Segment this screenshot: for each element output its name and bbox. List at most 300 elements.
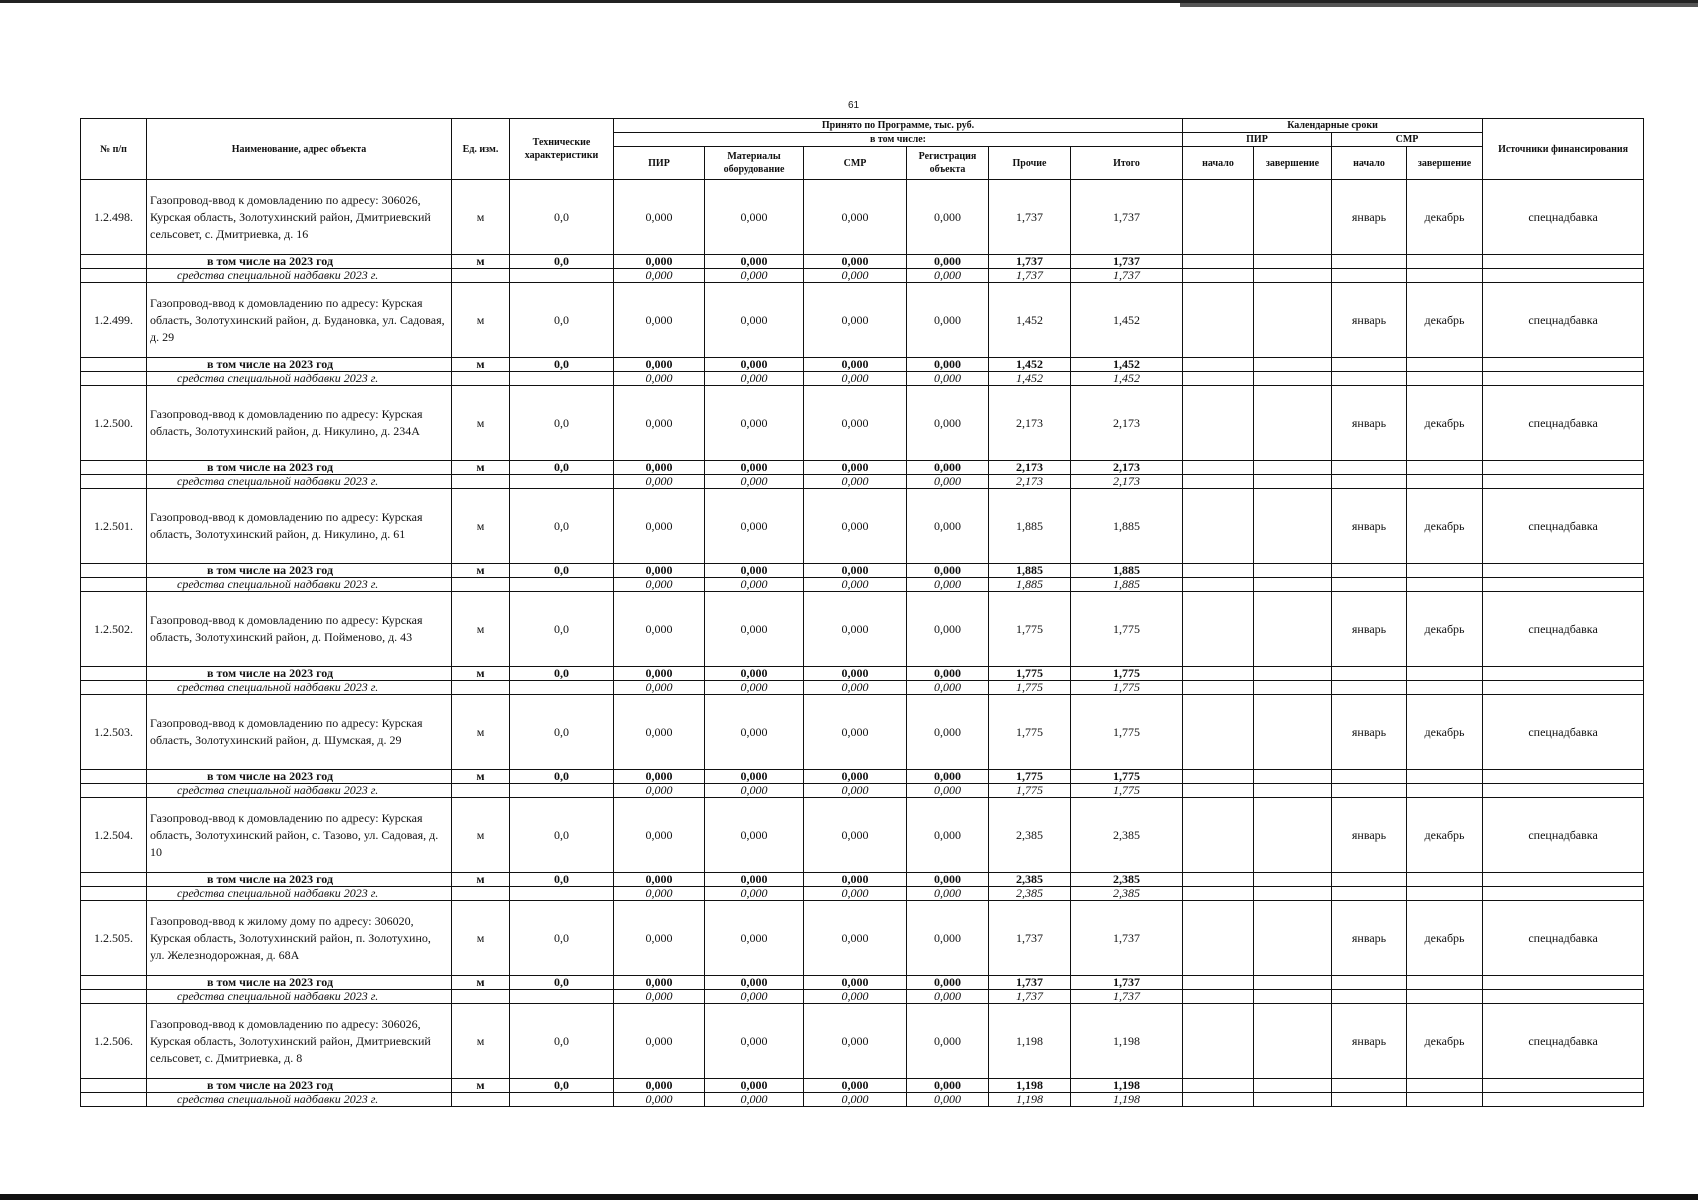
- row-smr-end: декабрь: [1407, 489, 1483, 564]
- funding-unit: [452, 372, 510, 386]
- funding-registration: 0,000: [907, 475, 989, 489]
- subtotal-pir: 0,000: [614, 461, 705, 475]
- funding-unit: [452, 681, 510, 695]
- subtotal-empty: [1254, 770, 1332, 784]
- subtotal-registration: 0,000: [907, 1079, 989, 1093]
- subtotal-tech: 0,0: [510, 770, 614, 784]
- subtotal-materials: 0,000: [705, 255, 804, 269]
- subtotal-total: 1,885: [1071, 564, 1183, 578]
- subtotal-label: в том числе на 2023 год: [147, 358, 452, 372]
- row-pir-end: [1254, 489, 1332, 564]
- row-smr-start: январь: [1332, 901, 1407, 976]
- subtotal-pir: 0,000: [614, 873, 705, 887]
- subtotal-smr: 0,000: [804, 976, 907, 990]
- funding-empty: [1254, 1093, 1332, 1107]
- subtotal-empty: [1254, 667, 1332, 681]
- row-other: 1,885: [989, 489, 1071, 564]
- subtotal-empty: [1183, 564, 1254, 578]
- row-smr-end: декабрь: [1407, 695, 1483, 770]
- row-smr-start: январь: [1332, 386, 1407, 461]
- funding-pir: 0,000: [614, 990, 705, 1004]
- funding-unit: [452, 887, 510, 901]
- subtotal-materials: 0,000: [705, 461, 804, 475]
- subtotal-empty: [1183, 667, 1254, 681]
- funding-label: средства специальной надбавки 2023 г.: [147, 269, 452, 283]
- row-pir-start: [1183, 798, 1254, 873]
- subtotal-label: в том числе на 2023 год: [147, 667, 452, 681]
- funding-num: [81, 372, 147, 386]
- row-unit: м: [452, 1004, 510, 1079]
- row-materials: 0,000: [705, 798, 804, 873]
- funding-materials: 0,000: [705, 887, 804, 901]
- subtotal-tech: 0,0: [510, 461, 614, 475]
- header-accepted: Принято по Программе, тыс. руб.: [614, 119, 1183, 133]
- row-num: 1.2.498.: [81, 180, 147, 255]
- table-header: [81, 119, 1644, 180]
- row-smr-start: январь: [1332, 592, 1407, 667]
- row-pir-end: [1254, 695, 1332, 770]
- row-registration: 0,000: [907, 798, 989, 873]
- funding-empty: [1483, 372, 1644, 386]
- funding-empty: [1483, 784, 1644, 798]
- row-tech: 0,0: [510, 180, 614, 255]
- subtotal-empty: [1183, 1079, 1254, 1093]
- row-name: Газопровод-ввод к домовладению по адресу: Курская область, Золотухинский район, с. Тазово, ул. Садовая, д. 10: [147, 798, 452, 873]
- funding-registration: 0,000: [907, 372, 989, 386]
- row-unit: м: [452, 901, 510, 976]
- header-tech: Технические характеристики: [510, 119, 614, 180]
- row-smr: 0,000: [804, 283, 907, 358]
- subtotal-smr: 0,000: [804, 770, 907, 784]
- row-tech: 0,0: [510, 798, 614, 873]
- subtotal-tech: 0,0: [510, 255, 614, 269]
- row-smr-end: декабрь: [1407, 901, 1483, 976]
- table-row: [81, 695, 1644, 770]
- funding-empty: [1183, 681, 1254, 695]
- table-row: [81, 592, 1644, 667]
- subtotal-empty: [1483, 770, 1644, 784]
- row-unit: м: [452, 592, 510, 667]
- funding-label: средства специальной надбавки 2023 г.: [147, 887, 452, 901]
- subtotal-tech: 0,0: [510, 667, 614, 681]
- funding-num: [81, 269, 147, 283]
- funding-empty: [1183, 1093, 1254, 1107]
- row-smr: 0,000: [804, 798, 907, 873]
- subtotal-label: в том числе на 2023 год: [147, 873, 452, 887]
- row-pir-start: [1183, 386, 1254, 461]
- funding-num: [81, 578, 147, 592]
- table-row-subtotal: [81, 358, 1644, 372]
- funding-empty: [1254, 681, 1332, 695]
- funding-pir: 0,000: [614, 372, 705, 386]
- row-pir: 0,000: [614, 1004, 705, 1079]
- funding-total: 1,198: [1071, 1093, 1183, 1107]
- funding-tech: [510, 578, 614, 592]
- subtotal-tech: 0,0: [510, 564, 614, 578]
- funding-empty: [1407, 372, 1483, 386]
- funding-total: 1,885: [1071, 578, 1183, 592]
- funding-num: [81, 784, 147, 798]
- subtotal-other: 2,385: [989, 873, 1071, 887]
- subtotal-empty: [1254, 976, 1332, 990]
- subtotal-tech: 0,0: [510, 873, 614, 887]
- row-tech: 0,0: [510, 592, 614, 667]
- scan-edge-top-right: [1180, 3, 1698, 7]
- funding-other: 1,775: [989, 784, 1071, 798]
- row-smr-start: январь: [1332, 489, 1407, 564]
- funding-empty: [1254, 990, 1332, 1004]
- header-other: Прочие: [989, 147, 1071, 180]
- funding-empty: [1483, 475, 1644, 489]
- row-registration: 0,000: [907, 592, 989, 667]
- subtotal-tech: 0,0: [510, 976, 614, 990]
- funding-label: средства специальной надбавки 2023 г.: [147, 1093, 452, 1107]
- funding-empty: [1407, 269, 1483, 283]
- row-other: 1,198: [989, 1004, 1071, 1079]
- subtotal-empty: [1332, 255, 1407, 269]
- subtotal-empty: [1183, 461, 1254, 475]
- subtotal-empty: [1407, 873, 1483, 887]
- subtotal-unit: м: [452, 770, 510, 784]
- row-total: 1,737: [1071, 180, 1183, 255]
- subtotal-unit: м: [452, 1079, 510, 1093]
- subtotal-smr: 0,000: [804, 564, 907, 578]
- subtotal-registration: 0,000: [907, 770, 989, 784]
- row-materials: 0,000: [705, 386, 804, 461]
- row-num: 1.2.505.: [81, 901, 147, 976]
- subtotal-materials: 0,000: [705, 358, 804, 372]
- subtotal-label: в том числе на 2023 год: [147, 564, 452, 578]
- funding-empty: [1483, 887, 1644, 901]
- table-row-funding: [81, 1093, 1644, 1107]
- funding-pir: 0,000: [614, 475, 705, 489]
- row-name: Газопровод-ввод к домовладению по адресу: Курская область, Золотухинский район, д. Шумская, д. 29: [147, 695, 452, 770]
- row-registration: 0,000: [907, 386, 989, 461]
- funding-tech: [510, 372, 614, 386]
- funding-unit: [452, 269, 510, 283]
- subtotal-empty: [1254, 255, 1332, 269]
- row-other: 1,775: [989, 592, 1071, 667]
- subtotal-empty: [1332, 461, 1407, 475]
- page-number: 61: [848, 100, 860, 111]
- funding-smr: 0,000: [804, 475, 907, 489]
- table-row-funding: [81, 578, 1644, 592]
- header-cal-smr: СМР: [1332, 133, 1483, 147]
- subtotal-label: в том числе на 2023 год: [147, 255, 452, 269]
- row-smr: 0,000: [804, 489, 907, 564]
- row-name: Газопровод-ввод к домовладению по адресу: Курская область, Золотухинский район, д. Никулино, д. 61: [147, 489, 452, 564]
- row-pir: 0,000: [614, 695, 705, 770]
- funding-other: 2,385: [989, 887, 1071, 901]
- subtotal-registration: 0,000: [907, 976, 989, 990]
- row-other: 2,385: [989, 798, 1071, 873]
- funding-label: средства специальной надбавки 2023 г.: [147, 578, 452, 592]
- subtotal-empty: [1407, 770, 1483, 784]
- funding-num: [81, 990, 147, 1004]
- subtotal-smr: 0,000: [804, 255, 907, 269]
- subtotal-empty: [1483, 461, 1644, 475]
- subtotal-registration: 0,000: [907, 564, 989, 578]
- funding-empty: [1183, 887, 1254, 901]
- funding-unit: [452, 475, 510, 489]
- row-materials: 0,000: [705, 489, 804, 564]
- row-tech: 0,0: [510, 695, 614, 770]
- scan-edge-bottom: [0, 1194, 1698, 1200]
- subtotal-empty: [1183, 358, 1254, 372]
- funding-materials: 0,000: [705, 372, 804, 386]
- funding-other: 1,737: [989, 990, 1071, 1004]
- row-pir: 0,000: [614, 489, 705, 564]
- subtotal-empty: [1483, 358, 1644, 372]
- row-num: 1.2.502.: [81, 592, 147, 667]
- header-calendar: Календарные сроки: [1183, 119, 1483, 133]
- row-smr: 0,000: [804, 901, 907, 976]
- row-materials: 0,000: [705, 592, 804, 667]
- row-tech: 0,0: [510, 901, 614, 976]
- header-pir-end: завершение: [1254, 147, 1332, 180]
- row-smr: 0,000: [804, 695, 907, 770]
- funding-empty: [1407, 1093, 1483, 1107]
- row-total: 2,385: [1071, 798, 1183, 873]
- subtotal-tech: 0,0: [510, 358, 614, 372]
- header-pir-start: начало: [1183, 147, 1254, 180]
- table-row-funding: [81, 269, 1644, 283]
- header-cal-pir: ПИР: [1183, 133, 1332, 147]
- funding-tech: [510, 681, 614, 695]
- subtotal-empty: [1254, 461, 1332, 475]
- row-name: Газопровод-ввод к домовладению по адресу: Курская область, Золотухинский район, д. Никулино, д. 234А: [147, 386, 452, 461]
- subtotal-num: [81, 564, 147, 578]
- table-row-funding: [81, 681, 1644, 695]
- subtotal-smr: 0,000: [804, 461, 907, 475]
- funding-other: 1,198: [989, 1093, 1071, 1107]
- row-total: 1,775: [1071, 592, 1183, 667]
- subtotal-empty: [1407, 461, 1483, 475]
- row-materials: 0,000: [705, 901, 804, 976]
- funding-total: 1,737: [1071, 990, 1183, 1004]
- table-row-funding: [81, 887, 1644, 901]
- funding-empty: [1183, 372, 1254, 386]
- subtotal-empty: [1183, 976, 1254, 990]
- funding-num: [81, 887, 147, 901]
- subtotal-label: в том числе на 2023 год: [147, 461, 452, 475]
- subtotal-registration: 0,000: [907, 358, 989, 372]
- row-source: спецнадбавка: [1483, 489, 1644, 564]
- row-smr-end: декабрь: [1407, 1004, 1483, 1079]
- funding-empty: [1254, 475, 1332, 489]
- funding-empty: [1483, 990, 1644, 1004]
- subtotal-total: 1,737: [1071, 255, 1183, 269]
- table-row: [81, 489, 1644, 564]
- funding-empty: [1183, 578, 1254, 592]
- funding-total: 1,775: [1071, 784, 1183, 798]
- subtotal-empty: [1407, 358, 1483, 372]
- funding-smr: 0,000: [804, 1093, 907, 1107]
- subtotal-unit: м: [452, 873, 510, 887]
- table-row-subtotal: [81, 564, 1644, 578]
- subtotal-pir: 0,000: [614, 1079, 705, 1093]
- row-tech: 0,0: [510, 386, 614, 461]
- row-tech: 0,0: [510, 489, 614, 564]
- header-smr-start: начало: [1332, 147, 1407, 180]
- funding-empty: [1332, 372, 1407, 386]
- row-source: спецнадбавка: [1483, 180, 1644, 255]
- row-name: Газопровод-ввод к жилому дому по адресу: 306020, Курская область, Золотухинский район, п. Золотухино, ул. Железнодорожная, д. 68А: [147, 901, 452, 976]
- row-name: Газопровод-ввод к домовладению по адресу: Курская область, Золотухинский район, д. Пойменово, д. 43: [147, 592, 452, 667]
- funding-other: 1,452: [989, 372, 1071, 386]
- funding-num: [81, 1093, 147, 1107]
- funding-unit: [452, 1093, 510, 1107]
- row-registration: 0,000: [907, 1004, 989, 1079]
- funding-other: 1,737: [989, 269, 1071, 283]
- funding-tech: [510, 784, 614, 798]
- funding-label: средства специальной надбавки 2023 г.: [147, 784, 452, 798]
- subtotal-empty: [1332, 873, 1407, 887]
- subtotal-label: в том числе на 2023 год: [147, 1079, 452, 1093]
- row-source: спецнадбавка: [1483, 901, 1644, 976]
- funding-smr: 0,000: [804, 681, 907, 695]
- funding-empty: [1332, 784, 1407, 798]
- funding-empty: [1183, 475, 1254, 489]
- funding-empty: [1332, 269, 1407, 283]
- subtotal-tech: 0,0: [510, 1079, 614, 1093]
- row-tech: 0,0: [510, 283, 614, 358]
- table-row-funding: [81, 475, 1644, 489]
- row-smr-start: январь: [1332, 798, 1407, 873]
- funding-empty: [1183, 269, 1254, 283]
- funding-pir: 0,000: [614, 578, 705, 592]
- subtotal-materials: 0,000: [705, 1079, 804, 1093]
- funding-empty: [1407, 887, 1483, 901]
- subtotal-materials: 0,000: [705, 667, 804, 681]
- row-total: 2,173: [1071, 386, 1183, 461]
- funding-materials: 0,000: [705, 578, 804, 592]
- subtotal-materials: 0,000: [705, 976, 804, 990]
- subtotal-materials: 0,000: [705, 564, 804, 578]
- subtotal-empty: [1407, 564, 1483, 578]
- subtotal-num: [81, 358, 147, 372]
- row-smr-start: январь: [1332, 283, 1407, 358]
- subtotal-empty: [1483, 976, 1644, 990]
- subtotal-other: 1,198: [989, 1079, 1071, 1093]
- funding-tech: [510, 887, 614, 901]
- row-num: 1.2.503.: [81, 695, 147, 770]
- subtotal-other: 1,775: [989, 667, 1071, 681]
- subtotal-empty: [1332, 358, 1407, 372]
- subtotal-smr: 0,000: [804, 667, 907, 681]
- subtotal-materials: 0,000: [705, 873, 804, 887]
- table-row: [81, 180, 1644, 255]
- row-smr: 0,000: [804, 180, 907, 255]
- row-other: 1,452: [989, 283, 1071, 358]
- funding-total: 1,775: [1071, 681, 1183, 695]
- subtotal-pir: 0,000: [614, 976, 705, 990]
- funding-pir: 0,000: [614, 887, 705, 901]
- funding-label: средства специальной надбавки 2023 г.: [147, 372, 452, 386]
- funding-smr: 0,000: [804, 372, 907, 386]
- funding-total: 2,385: [1071, 887, 1183, 901]
- row-pir: 0,000: [614, 901, 705, 976]
- funding-pir: 0,000: [614, 784, 705, 798]
- table-row: [81, 283, 1644, 358]
- subtotal-unit: м: [452, 358, 510, 372]
- table-row: [81, 1004, 1644, 1079]
- funding-empty: [1254, 578, 1332, 592]
- funding-registration: 0,000: [907, 269, 989, 283]
- row-pir: 0,000: [614, 283, 705, 358]
- subtotal-other: 1,885: [989, 564, 1071, 578]
- table-row-funding: [81, 784, 1644, 798]
- row-total: 1,198: [1071, 1004, 1183, 1079]
- subtotal-empty: [1483, 667, 1644, 681]
- funding-total: 2,173: [1071, 475, 1183, 489]
- header-total: Итого: [1071, 147, 1183, 180]
- row-pir-end: [1254, 386, 1332, 461]
- table-row: [81, 386, 1644, 461]
- row-other: 1,775: [989, 695, 1071, 770]
- row-pir-end: [1254, 592, 1332, 667]
- subtotal-other: 1,775: [989, 770, 1071, 784]
- row-smr-end: декабрь: [1407, 798, 1483, 873]
- funding-tech: [510, 475, 614, 489]
- table-row-subtotal: [81, 873, 1644, 887]
- row-smr-end: декабрь: [1407, 386, 1483, 461]
- subtotal-other: 2,173: [989, 461, 1071, 475]
- subtotal-empty: [1483, 564, 1644, 578]
- subtotal-unit: м: [452, 976, 510, 990]
- row-num: 1.2.506.: [81, 1004, 147, 1079]
- subtotal-unit: м: [452, 461, 510, 475]
- subtotal-total: 2,173: [1071, 461, 1183, 475]
- funding-materials: 0,000: [705, 990, 804, 1004]
- header-unit: Ед. изм.: [452, 119, 510, 180]
- header-materials: Материалы оборудование: [705, 147, 804, 180]
- subtotal-other: 1,452: [989, 358, 1071, 372]
- row-pir-start: [1183, 283, 1254, 358]
- funding-pir: 0,000: [614, 681, 705, 695]
- funding-empty: [1183, 990, 1254, 1004]
- subtotal-empty: [1407, 667, 1483, 681]
- table-row-subtotal: [81, 255, 1644, 269]
- funding-num: [81, 475, 147, 489]
- subtotal-num: [81, 976, 147, 990]
- funding-other: 1,775: [989, 681, 1071, 695]
- row-unit: м: [452, 489, 510, 564]
- subtotal-empty: [1332, 564, 1407, 578]
- subtotal-pir: 0,000: [614, 667, 705, 681]
- funding-empty: [1483, 681, 1644, 695]
- subtotal-empty: [1254, 358, 1332, 372]
- row-source: спецнадбавка: [1483, 798, 1644, 873]
- row-unit: м: [452, 386, 510, 461]
- funding-empty: [1254, 784, 1332, 798]
- funding-empty: [1407, 784, 1483, 798]
- row-pir-start: [1183, 901, 1254, 976]
- subtotal-other: 1,737: [989, 255, 1071, 269]
- funding-empty: [1254, 269, 1332, 283]
- row-source: спецнадбавка: [1483, 386, 1644, 461]
- subtotal-empty: [1332, 667, 1407, 681]
- subtotal-smr: 0,000: [804, 358, 907, 372]
- header-smr-end: завершение: [1407, 147, 1483, 180]
- subtotal-total: 1,198: [1071, 1079, 1183, 1093]
- row-pir-start: [1183, 180, 1254, 255]
- funding-materials: 0,000: [705, 475, 804, 489]
- header-including: в том числе:: [614, 133, 1183, 147]
- row-num: 1.2.504.: [81, 798, 147, 873]
- row-source: спецнадбавка: [1483, 695, 1644, 770]
- subtotal-total: 1,737: [1071, 976, 1183, 990]
